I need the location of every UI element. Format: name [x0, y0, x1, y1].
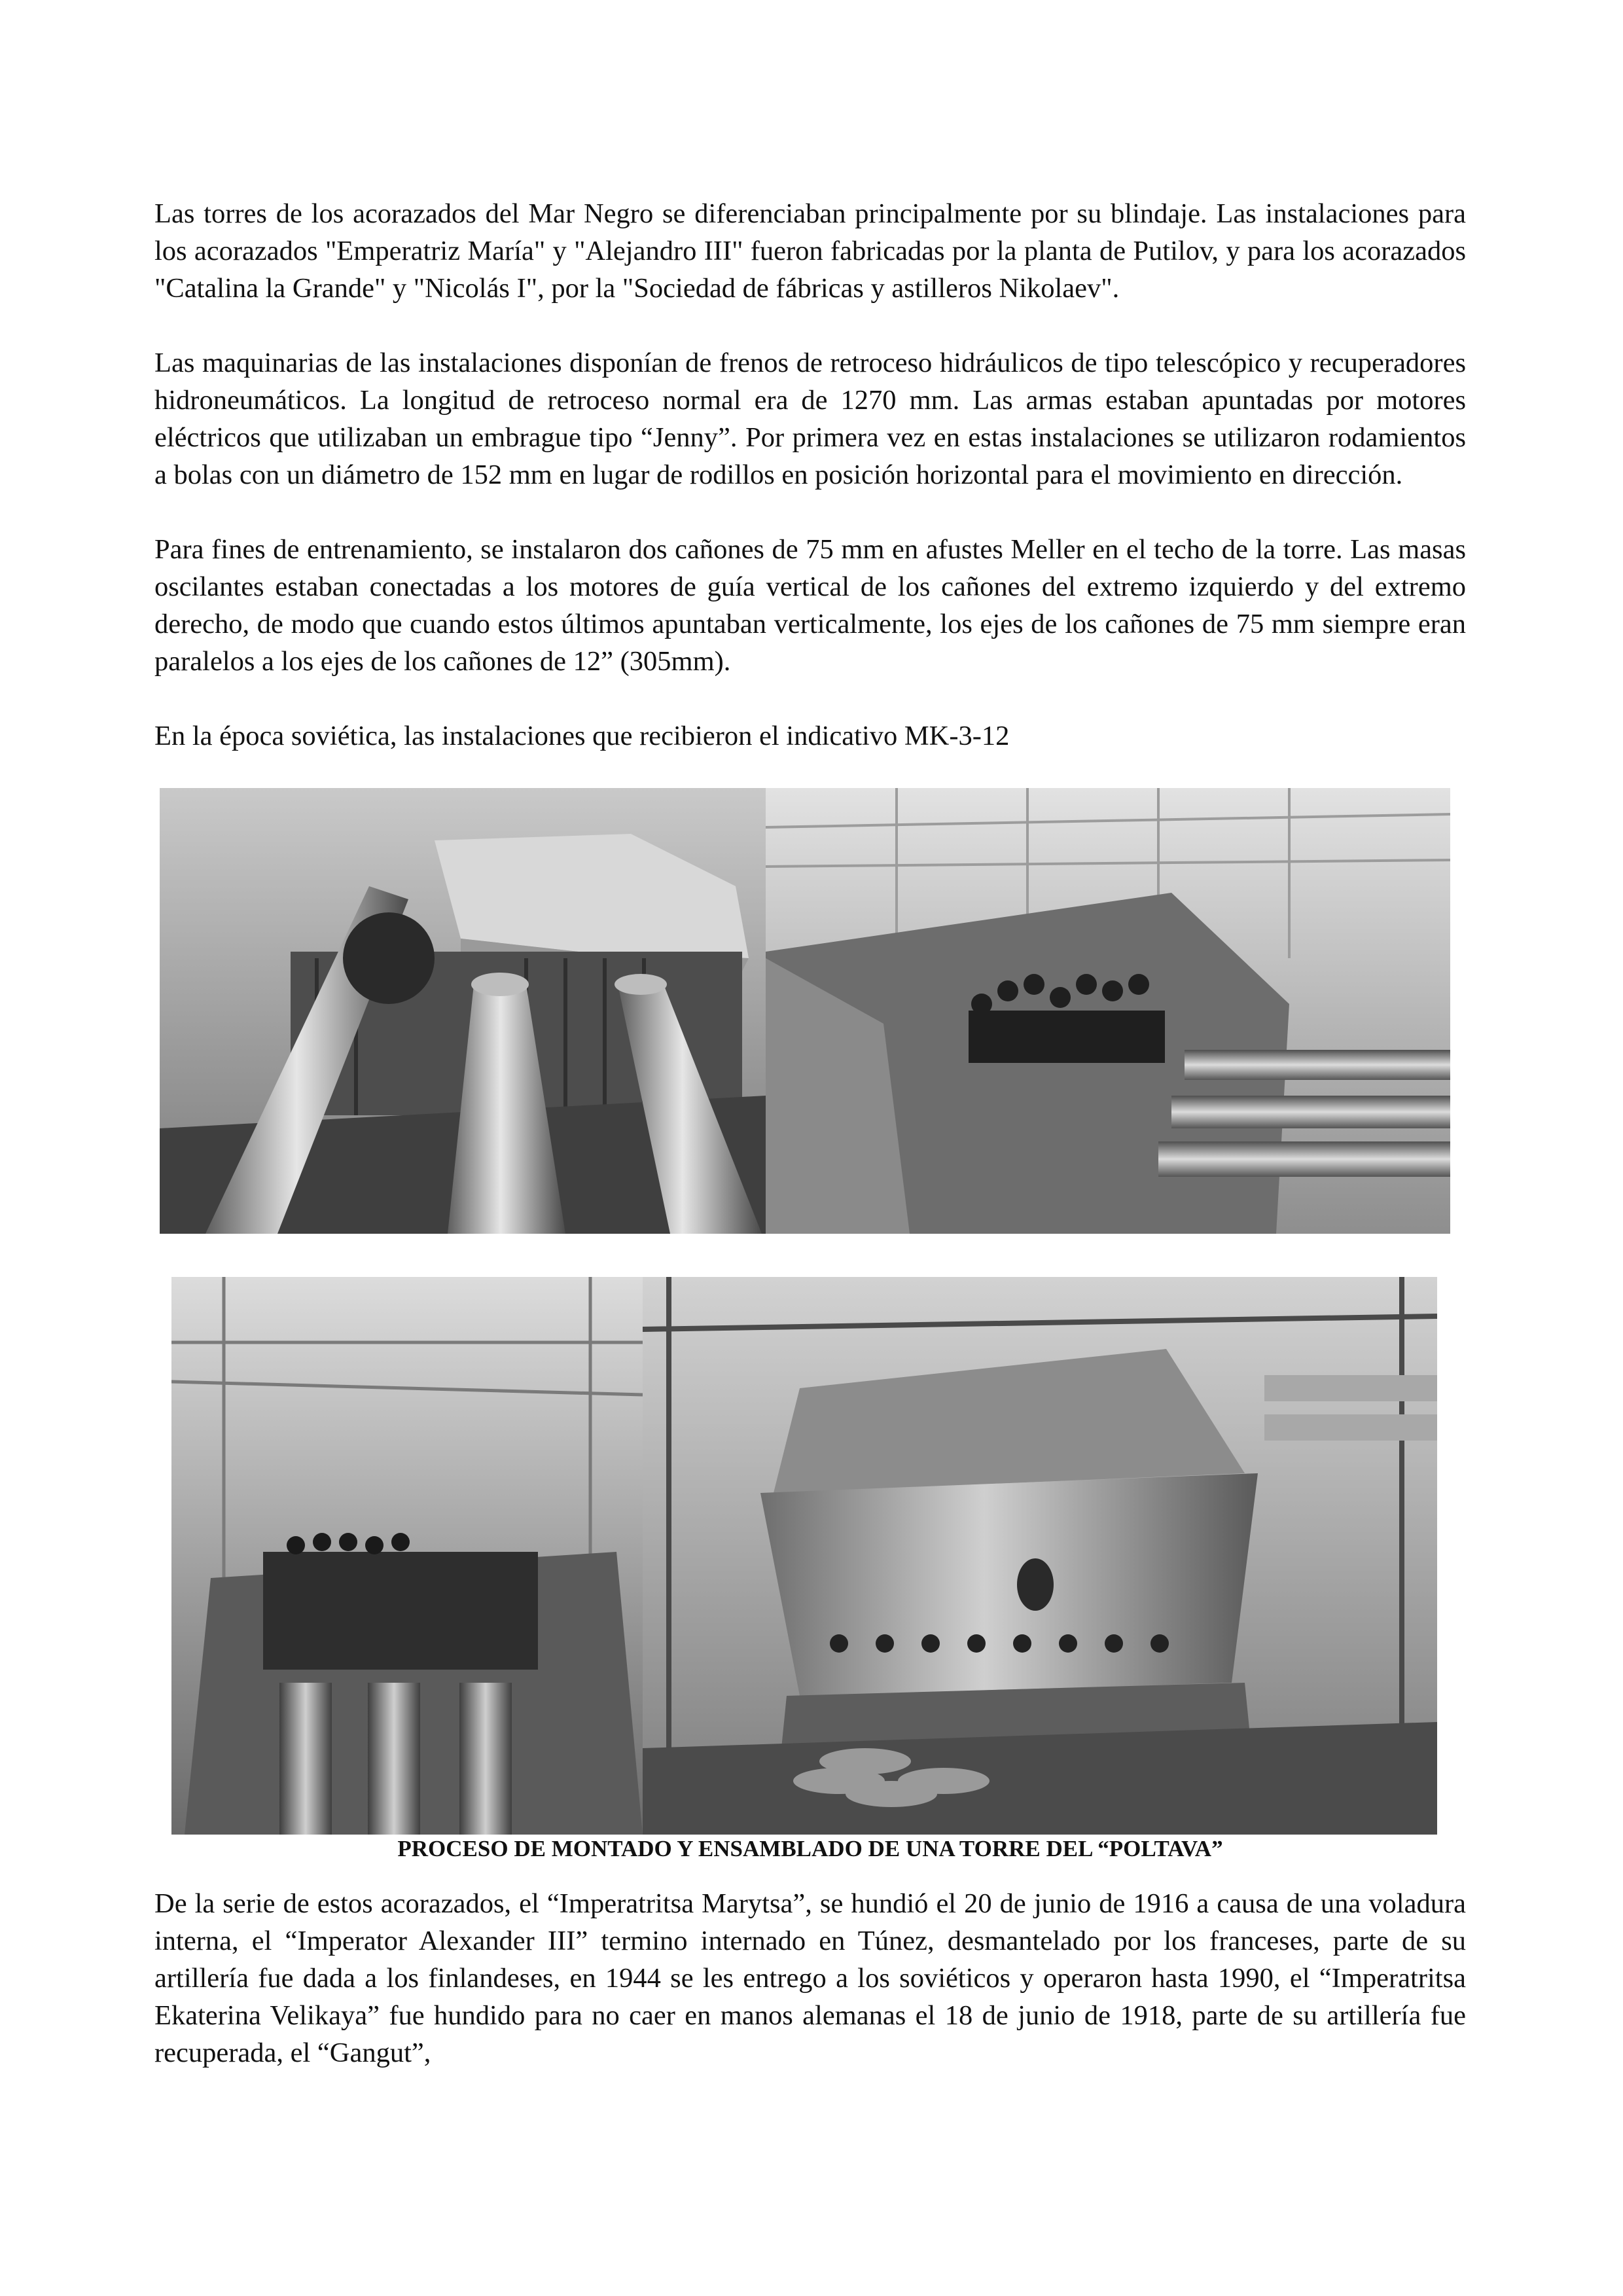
paragraph-fate-of-battleships: De la serie de estos acorazados, el “Imperatritsa Marytsa”, se hundió el 20 de junio de 1916 a causa de una voladura interna, el “Imperator Alexander III” termino internado en Túnez, desmantelado por los franceses, parte de su artillería fue dada a los finlandeses, en 1944 se les entrego a los soviéticos y operaron hasta 1990, el “Imperatritsa Ekaterina Velikaya” fue hundido para no caer en manos alemanas el 18 de junio de 1918, parte de su artillería fue recuperada, el “Gangut”,: [154, 1888, 1466, 2068]
photo-workshop-turret-interior: [171, 1277, 643, 1835]
paragraph-turret-machinery: Las maquinarias de las instalaciones disponían de frenos de retroceso hidráulicos de tipo telescópico y recuperadores hidroneumáticos. La longitud de retroceso normal era de 1270 mm. Las armas estaban apuntadas por motores eléctricos que utilizaban un embrague tipo “Jenny”. Por primera vez en estas instalaciones se utilizaron rodamientos a bolas con un diámetro de 152 mm en lugar de rodillos en posición horizontal para el movimiento en dirección.: [154, 348, 1466, 490]
figure-caption: PROCESO DE MONTADO Y ENSAMBLADO DE UNA TORRE DEL “POLTAVA”: [397, 1836, 1223, 1861]
paragraph-soviet-era: En la época soviética, las instalaciones que recibieron el indicativo MK-3-12: [154, 721, 1010, 751]
paragraph-training-guns: Para fines de entrenamiento, se instalaron dos cañones de 75 mm en afustes Meller en el techo de la torre. Las masas oscilantes estaban conectadas a los motores de guía vertical de los cañones del extremo izquierdo y del extremo derecho, de modo que cuando estos últimos apuntaban verticalmente, los ejes de los cañones de 75 mm siempre eran paralelos a los ejes de los cañones de 12” (305mm).: [154, 534, 1466, 677]
photo-turret-guns-tarpaulin: [160, 788, 766, 1234]
photo-turret-dome-workshop: [643, 1277, 1437, 1835]
photo-crowd-on-turret: [766, 788, 1450, 1234]
paragraph-turret-differences: Las torres de los acorazados del Mar Negro se diferenciaban principalmente por su blindaje. Las instalaciones para los acorazados "Emperatriz María" y "Alejandro III" fueron fabricadas por la planta de Putilov, y para los acorazados "Catalina la Grande" y "Nicolás I", por la "Sociedad de fábricas y astilleros Nikolaev".: [154, 198, 1466, 304]
